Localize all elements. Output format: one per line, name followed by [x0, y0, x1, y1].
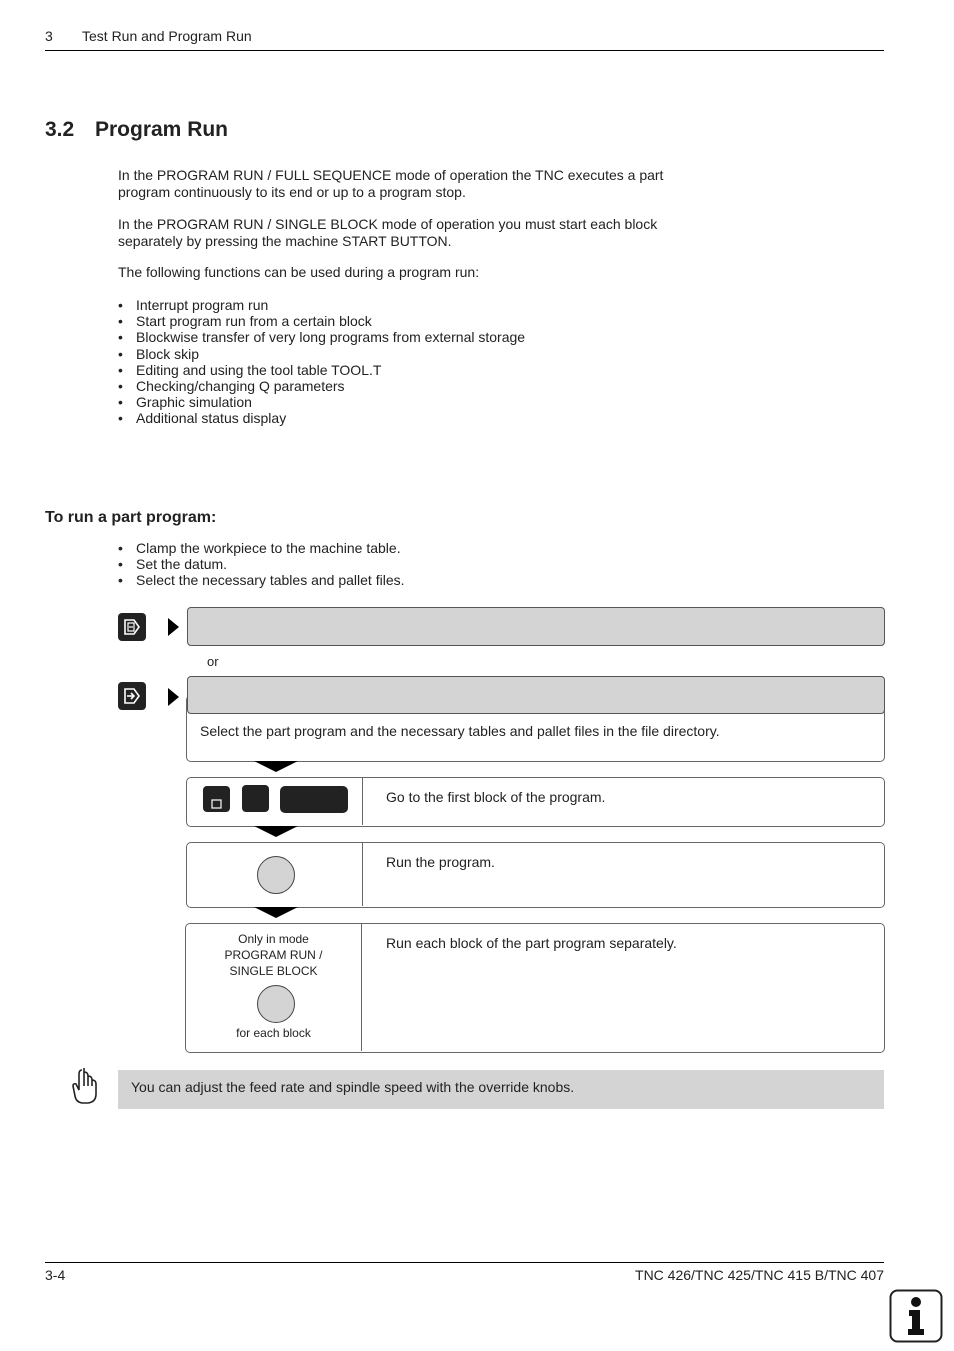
- pointing-hand-icon: [70, 1066, 100, 1111]
- page-number: 3-4: [45, 1267, 66, 1283]
- list-item: • Editing and using the tool table TOOL.T: [118, 362, 525, 378]
- list-item: • Start program run from a certain block: [118, 313, 525, 329]
- info-icon: [889, 1289, 943, 1348]
- divider: [362, 778, 363, 825]
- mode-bar-single-block: [187, 676, 885, 714]
- divider: [362, 843, 363, 906]
- flow-arrow-icon: [254, 907, 298, 918]
- note-text: You can adjust the feed rate and spindle speed with the override knobs.: [131, 1079, 575, 1095]
- footer-rule: [45, 1262, 884, 1263]
- intro-paragraph-2: In the PROGRAM RUN / SINGLE BLOCK mode of operation you must start each block separately by pressing the machine START BUTTON.: [118, 216, 658, 249]
- step-goto-text: Go to the first block of the program.: [386, 789, 606, 805]
- section-title: [45, 118, 228, 142]
- zero-key-icon[interactable]: [242, 785, 269, 812]
- section-number: 3.2: [45, 118, 75, 141]
- mode-bar-full-sequence: [187, 607, 885, 646]
- arrow-right-icon: [168, 688, 179, 706]
- single-mode-note: [186, 931, 361, 979]
- list-item: • Block skip: [118, 346, 525, 362]
- divider: [361, 924, 362, 1051]
- step-select-text: Select the part program and the necessary tables and pallet files in the file directory.: [200, 723, 720, 739]
- single-mode-note-line: SINGLE BLOCK: [229, 964, 318, 978]
- list-item: • Clamp the workpiece to the machine table.: [118, 540, 405, 556]
- ent-key-icon[interactable]: [280, 786, 348, 813]
- arrow-right-icon: [168, 618, 179, 636]
- single-mode-note-line: PROGRAM RUN /: [224, 948, 323, 962]
- intro-paragraph-3: The following functions can be used during a program run:: [118, 264, 480, 280]
- single-mode-note-line: Only in mode: [238, 932, 309, 946]
- header-rule: [45, 50, 884, 51]
- intro-paragraph-1: In the PROGRAM RUN / FULL SEQUENCE mode of operation the TNC executes a part program continuously to its end or up to a program stop.: [118, 167, 664, 200]
- chapter-number: 3: [45, 28, 53, 44]
- list-item: • Checking/changing Q parameters: [118, 378, 525, 394]
- or-label: or: [207, 654, 219, 669]
- step-single-text: Run each block of the part program separately.: [386, 935, 677, 951]
- flow-arrow-icon: [254, 826, 298, 837]
- list-item: • Set the datum.: [118, 556, 405, 572]
- chapter-title: Test Run and Program Run: [82, 28, 252, 44]
- flow-arrow-icon: [254, 761, 298, 772]
- footer-models: TNC 426/TNC 425/TNC 415 B/TNC 407: [635, 1267, 884, 1283]
- functions-list: [118, 297, 525, 427]
- step-run-text: Run the program.: [386, 854, 495, 870]
- list-item: • Graphic simulation: [118, 394, 525, 410]
- list-item: • Interrupt program run: [118, 297, 525, 313]
- subheading: To run a part program:: [45, 509, 217, 526]
- program-run-full-sequence-key-icon[interactable]: [118, 613, 146, 641]
- list-item: • Additional status display: [118, 410, 525, 426]
- program-run-single-block-key-icon[interactable]: [118, 682, 146, 710]
- section-title-text: Program Run: [95, 118, 229, 141]
- for-each-block-label: for each block: [236, 1026, 311, 1040]
- nc-start-button-icon[interactable]: [257, 985, 295, 1023]
- list-item: • Blockwise transfer of very long programs from external storage: [118, 329, 525, 345]
- prep-steps-list: [118, 540, 405, 589]
- nc-start-button-icon[interactable]: [257, 856, 295, 894]
- goto-key-icon[interactable]: [203, 786, 230, 812]
- list-item: • Select the necessary tables and pallet files.: [118, 572, 405, 588]
- note-box: [118, 1070, 884, 1109]
